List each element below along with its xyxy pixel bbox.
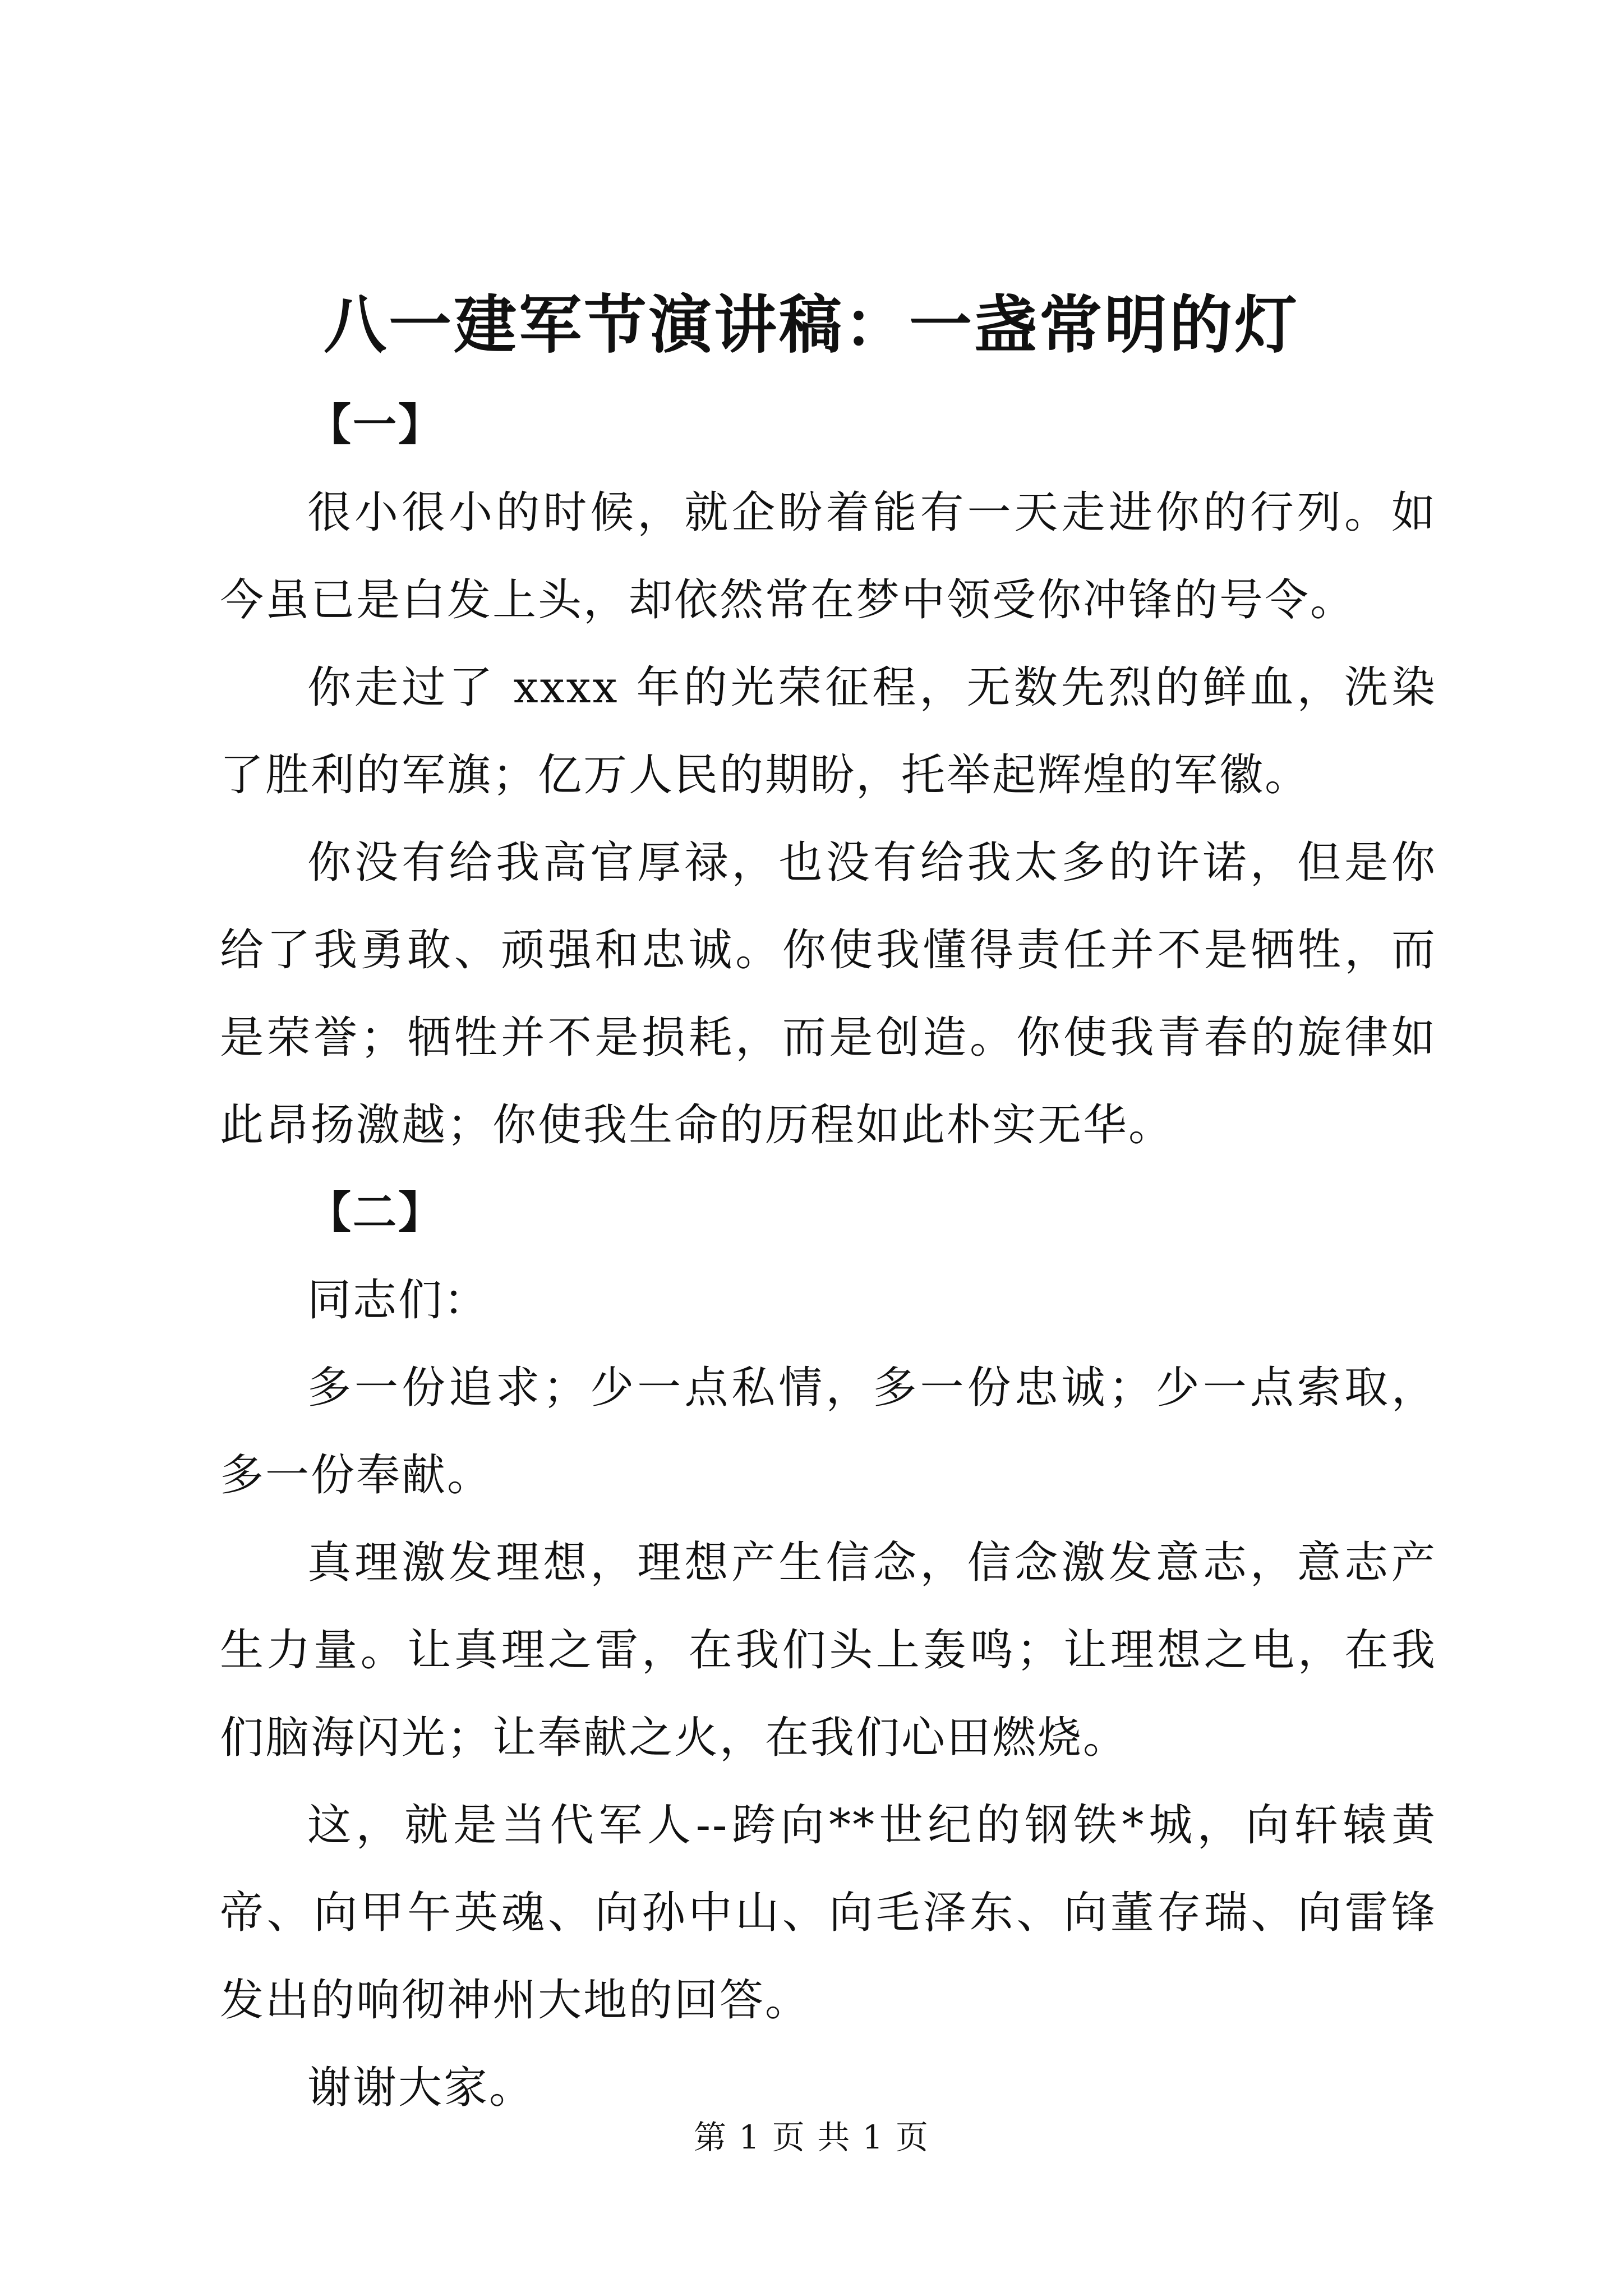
paragraph: 真理激发理想，理想产生信念，信念激发意志，意志产生力量。让真理之雷，在我们头上轰鸣；让理想之电，在我们脑海闪光；让奉献之火，在我们心田燃烧。 <box>220 1538 1437 1763</box>
paragraph: 多一份追求；少一点私情，多一份忠诚；少一点索取，多一份奉献。 <box>220 1363 1437 1501</box>
paragraph: 你走过了 xxxx 年的光荣征程，无数先烈的鲜血，洗染了胜利的军旗；亿万人民的期盼，托举起辉煌的军徽。 <box>220 662 1437 800</box>
paragraph: 这，就是当代军人--跨向**世纪的钢铁*城，向轩辕黄帝、向甲午英魂、向孙中山、向毛泽东、向董存瑞、向雷锋发出的响彻神州大地的回答。 <box>220 1800 1437 2026</box>
document-title: 八一建军节演讲稿：一盏常明的灯 <box>324 288 1299 362</box>
section-heading-two: 【二】 <box>307 1187 444 1238</box>
page-footer: 第 1 页 共 1 页 <box>694 2118 929 2156</box>
paragraph: 你没有给我高官厚禄，也没有给我太多的许诺，但是你给了我勇敢、顽强和忠诚。你使我懂得责任并不是牺牲，而是荣誉；牺牲并不是损耗，而是创造。你使我青春的旋律如此昂扬激越；你使我生命的历程如此朴实无华。 <box>220 838 1437 1151</box>
section-heading-one: 【一】 <box>307 399 444 450</box>
paragraph: 同志们： <box>307 1275 490 1326</box>
document-body <box>220 381 1437 2132</box>
paragraph: 谢谢大家。 <box>307 2063 535 2113</box>
paragraph: 很小很小的时候，就企盼着能有一天走进你的行列。如今虽已是白发上头，却依然常在梦中领受你冲锋的号令。 <box>220 487 1437 625</box>
